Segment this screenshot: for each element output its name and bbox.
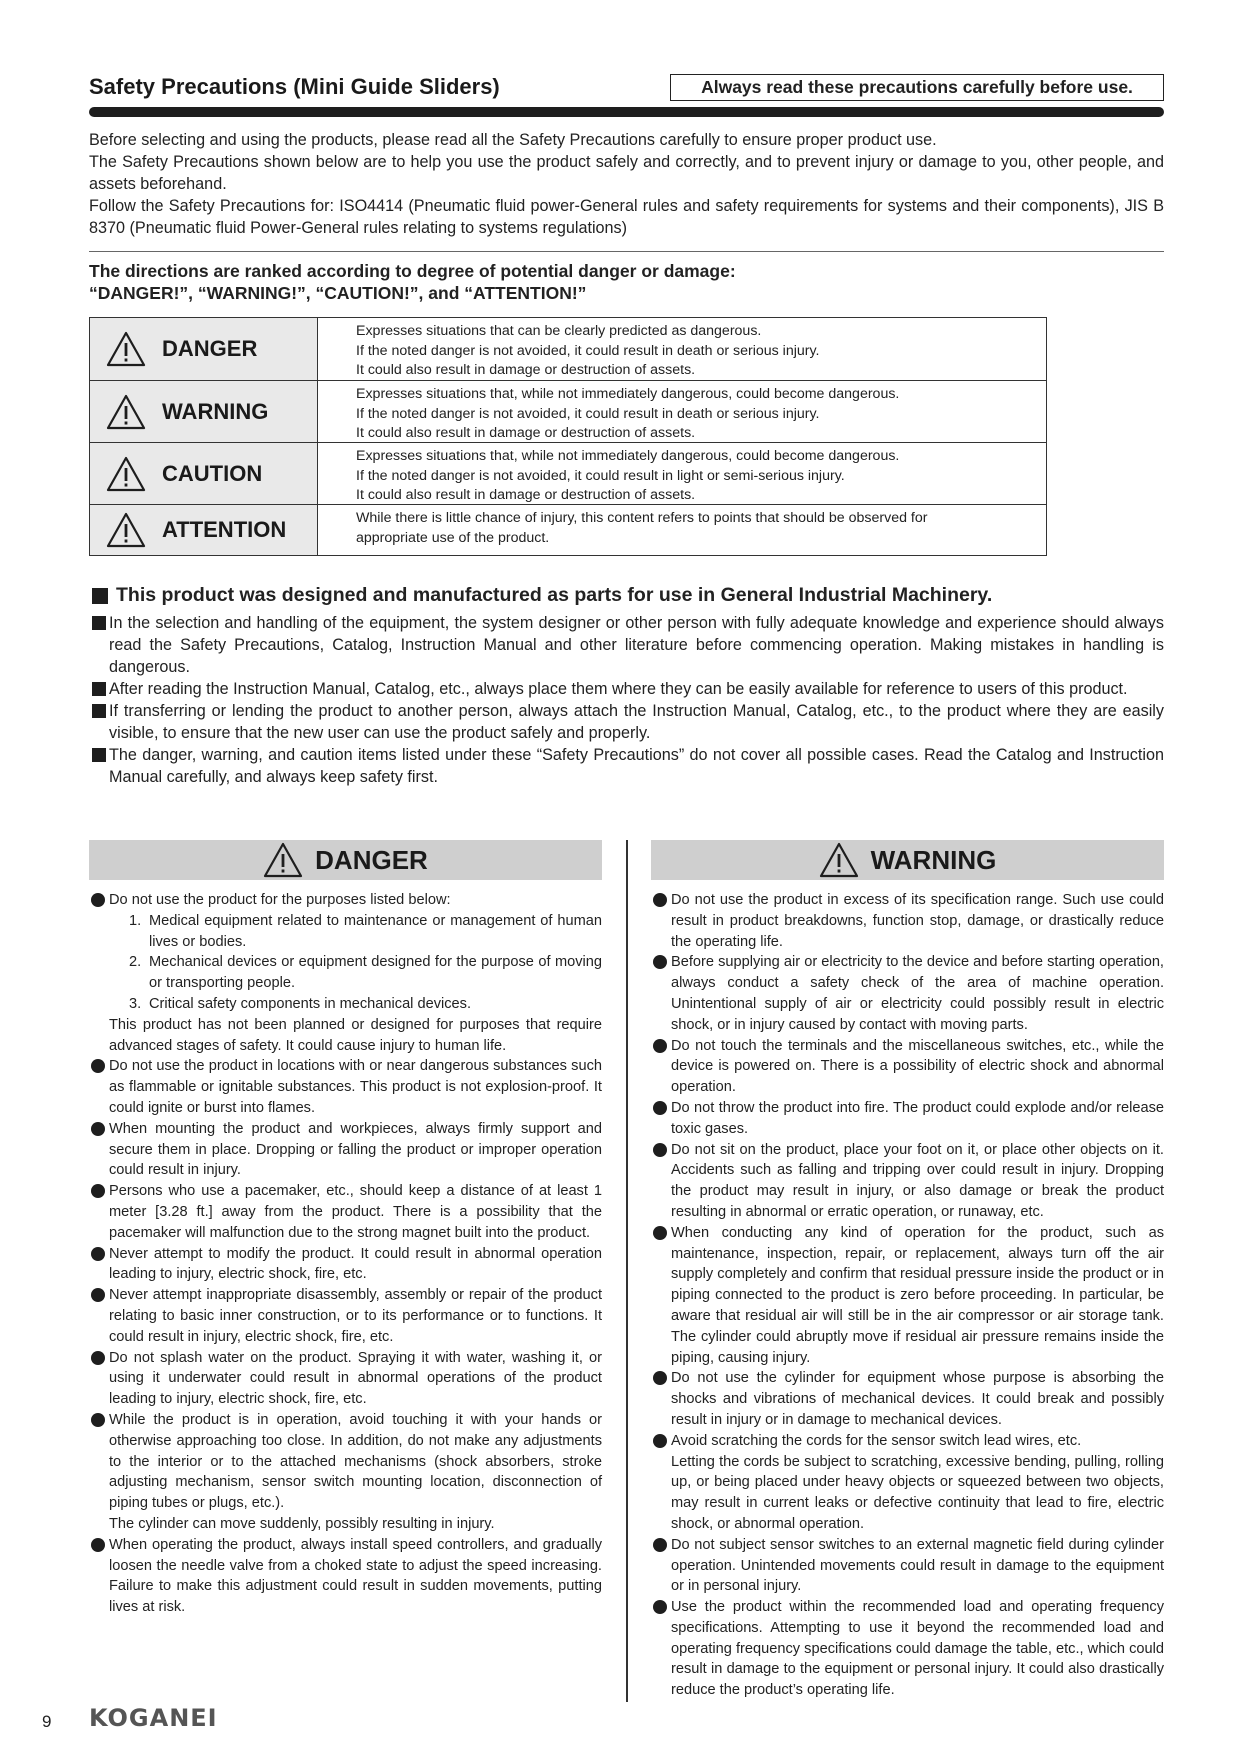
divider <box>89 251 1164 252</box>
intro-text <box>89 129 1164 239</box>
list-item-text: When mounting the product and workpieces, always firmly support and secure them in place. Dropping or falling the product or improper operation could result in injury. <box>109 1120 602 1179</box>
list-item <box>651 1431 1164 1535</box>
sub-item-number: 1. <box>129 912 142 929</box>
list-item <box>89 890 602 1056</box>
list-item-text: This product has not been planned or designed for purposes that require advanced stages of safety. It could cause injury to human life. <box>109 1016 602 1054</box>
list-item <box>651 1098 1164 1140</box>
warning-triangle-icon <box>106 394 146 430</box>
round-bullet-icon <box>653 1371 667 1385</box>
list-item-text: Do not use the product for the purposes listed below: <box>109 892 451 908</box>
list-item <box>651 1140 1164 1223</box>
ranking-label: WARNING <box>162 398 269 424</box>
list-item <box>651 1036 1164 1098</box>
list-item-text: Do not sit on the product, place your foot on it, or place other objects on it. Accidents such as falling and tripping over could result in injury. Dropping the product may result in injury, or also damage or break the product resulting in abnormal or erratic operation, or runaway, etc. <box>671 1141 1164 1220</box>
list-item-text: Never attempt to modify the product. It could result in abnormal operation leading to injury, electric shock, fire, etc. <box>109 1245 602 1283</box>
ranking-line: It could also result in damage or destruction of assets. <box>356 425 696 441</box>
list-item-text: In the selection and handling of the equipment, the system designer or other person with fully adequate knowledge and experience should always read the Safety Precautions, Catalog, Instruction Manual and other literature before commencing operation. Making mistakes in handling is dangerous. <box>109 614 1164 676</box>
ranking-description <box>318 381 1046 442</box>
list-item <box>92 700 1164 744</box>
sub-item-number: 3. <box>129 995 142 1012</box>
warning-triangle-icon <box>106 512 146 548</box>
read-notice-box: Always read these precautions carefully before use. <box>670 74 1164 101</box>
list-item <box>651 890 1164 952</box>
koganei-logo: KOGANEI <box>89 1704 218 1732</box>
square-bullet-icon <box>92 588 108 604</box>
round-bullet-icon <box>653 893 667 907</box>
list-item-text: The cylinder can move suddenly, possibly resulting in injury. <box>109 1515 495 1532</box>
list-item <box>651 1597 1164 1701</box>
sub-item <box>129 952 602 994</box>
general-title-text: This product was designed and manufactured as parts for use in General Industrial Machinery. <box>116 584 993 606</box>
sub-item <box>129 911 602 953</box>
ranking-heading <box>89 260 736 304</box>
warning-triangle-icon <box>106 331 146 367</box>
warning-list <box>651 890 1164 1701</box>
list-item-text: Use the product within the recommended load and operating frequency specifications. Attempting to use it beyond the recommended load and operating frequency specifications could damage the table, etc., which could result in damage to the equipment or personal injury. It could also drastically reduce the product’s operating life. <box>671 1599 1164 1699</box>
danger-list <box>89 890 602 1618</box>
round-bullet-icon <box>653 1101 667 1115</box>
list-item-text: Do not touch the terminals and the miscellaneous switches, etc., while the device is powered on. There is a possibility of electric shock and abnormal operation. <box>671 1037 1164 1096</box>
danger-header-label: DANGER <box>315 844 428 875</box>
ranking-row-attention <box>90 504 1046 555</box>
list-item <box>89 1285 602 1347</box>
ranking-label-cell <box>90 505 318 555</box>
list-item-text: Do not splash water on the product. Spraying it with water, washing it, or using it underwater could result in abnormal operations of the product leading to injury, electric shock, fire, etc. <box>109 1349 602 1408</box>
ranking-label: DANGER <box>162 336 258 361</box>
header-rule <box>89 107 1164 117</box>
list-item <box>89 1119 602 1181</box>
ranking-label: ATTENTION <box>162 517 287 542</box>
list-item <box>651 1368 1164 1430</box>
square-bullet-icon <box>92 682 106 696</box>
list-item <box>651 1223 1164 1369</box>
list-item-text: Do not use the product in excess of its specification range. Such use could result in product breakdowns, function stop, damage, or drastically reduce the operating life. <box>671 892 1164 950</box>
ranking-heading-line: The directions are ranked according to degree of potential danger or damage: <box>89 261 736 281</box>
square-bullet-icon <box>92 748 106 762</box>
list-item-text: When conducting any kind of operation for the product, such as maintenance, inspection, repair, or replacement, always turn off the air supply completely and confirm that residual pressure inside the product or in piping connected to the product is zero before proceeding. In particular, be aware that residual air will still be in the air compressor or air storage tank. The cylinder could abruptly move if residual air pressure remains inside the piping, causing injury. <box>671 1224 1164 1366</box>
ranking-label-cell <box>90 381 318 442</box>
list-item <box>89 1348 602 1410</box>
ranking-table <box>89 317 1047 556</box>
round-bullet-icon <box>653 955 667 969</box>
list-item <box>89 1056 602 1118</box>
round-bullet-icon <box>91 1538 105 1552</box>
list-item <box>89 1244 602 1286</box>
list-item-text: After reading the Instruction Manual, Catalog, etc., always place them where they can be easily available for reference to users of this product. <box>109 680 1128 698</box>
ranking-line: appropriate use of the product. <box>356 529 550 546</box>
list-item <box>92 744 1164 788</box>
list-item-text: While the product is in operation, avoid touching it with your hands or otherwise approaching too close. In addition, do not make any adjustments to the interior or to the attached mechanisms (shock absorbers, stroke adjusting mechanism, sensor switch mounting location, disconnection of piping tubes or plugs, etc.). <box>109 1411 602 1512</box>
list-item-text: Avoid scratching the cords for the sensor switch lead wires, etc. <box>671 1432 1082 1449</box>
sub-item-text: Mechanical devices or equipment designed for the purpose of moving or transporting people. <box>149 954 602 992</box>
list-item-text: The danger, warning, and caution items listed under these “Safety Precautions” do not cover all possible cases. Read the Catalog and Instruction Manual carefully, and always keep safety first. <box>109 746 1164 786</box>
sub-item-number: 2. <box>129 954 142 971</box>
round-bullet-icon <box>653 1600 667 1614</box>
intro-paragraph: Before selecting and using the products, please read all the Safety Precautions carefully to ensure proper product use. <box>89 131 937 149</box>
round-bullet-icon <box>91 1122 105 1136</box>
round-bullet-icon <box>653 1039 667 1053</box>
round-bullet-icon <box>653 1226 667 1240</box>
list-item-text: Persons who use a pacemaker, etc., should keep a distance of at least 1 meter [3.28 ft.] away from the product. There is a possibility that the pacemaker will malfunction due to the strong magnet built into the product. <box>109 1183 602 1241</box>
column-divider <box>626 840 628 1702</box>
danger-section-header <box>89 840 602 880</box>
list-item <box>651 952 1164 1035</box>
ranking-line: It could also result in damage or destruction of assets. <box>356 487 696 503</box>
warning-triangle-icon <box>819 842 859 878</box>
list-item <box>89 1535 602 1618</box>
list-item-text: Letting the cords be subject to scratching, excessive bending, pulling, rolling up, or being placed under heavy objects or squeezed between two objects, may result in current leaks or defective continuity that lead to fire, electric shock, or abnormal operation. <box>671 1453 1164 1532</box>
list-item-text: Before supplying air or electricity to the device and before starting operation, always conduct a safety check of the area of machine operation. Unintentional supply of air or electricity could possibly result in electric shock, or in injury caused by contact with moving parts. <box>671 954 1164 1033</box>
ranking-line: If the noted danger is not avoided, it could result in death or serious injury. <box>356 405 820 422</box>
list-item-text: Do not use the cylinder for equipment whose purpose is absorbing the shocks and vibrations of mechanical devices. It could break and possibly result in injury or in damage to mechanical devices. <box>671 1370 1164 1428</box>
ranking-line: Expresses situations that, while not immediately dangerous, could become dangerous. <box>356 448 900 464</box>
intro-paragraph: The Safety Precautions shown below are to help you use the product safely and correctly, and to prevent injury or damage to you, other people, and assets beforehand. <box>89 153 1164 193</box>
ranking-description <box>318 318 1046 380</box>
ranking-heading-line: “DANGER!”, “WARNING!”, “CAUTION!”, and “ATTENTION!” <box>89 283 587 303</box>
square-bullet-icon <box>92 616 106 630</box>
ranking-line: While there is little chance of injury, this content refers to points that should be observed for <box>356 510 928 526</box>
warning-header-label: WARNING <box>870 844 997 875</box>
ranking-line: It could also result in damage or destruction of assets. <box>356 362 696 378</box>
list-item-text: Never attempt inappropriate disassembly, assembly or repair of the product relating to basic inner construction, or to its performance or to functions. It could result in injury, electric shock, fire, etc. <box>109 1287 602 1345</box>
page-number: 9 <box>42 1712 52 1731</box>
ranking-row-caution <box>90 442 1046 504</box>
ranking-label: CAUTION <box>162 460 263 486</box>
list-item-text: Do not subject sensor switches to an external magnetic field during cylinder operation. Unintended movements could result in damage to the equipment or in personal injury. <box>671 1536 1164 1595</box>
round-bullet-icon <box>653 1143 667 1157</box>
ranking-label-cell <box>90 443 318 504</box>
list-item <box>92 612 1164 678</box>
warning-triangle-icon <box>106 456 146 492</box>
page-title: Safety Precautions (Mini Guide Sliders) <box>89 74 500 99</box>
list-item <box>92 678 1164 700</box>
ranking-row-danger <box>90 318 1046 380</box>
square-bullet-icon <box>92 704 106 718</box>
round-bullet-icon <box>91 893 105 907</box>
list-item <box>89 1181 602 1243</box>
general-section-title <box>92 584 992 607</box>
round-bullet-icon <box>91 1351 105 1365</box>
warning-section-header <box>651 840 1164 880</box>
sub-item <box>129 994 602 1015</box>
warning-triangle-icon <box>263 842 303 878</box>
list-item-text: If transferring or lending the product to another person, always attach the Instruction Manual, Catalog, etc., to the product where they are easily visible, to ensure that the new user can use the product safely and properly. <box>109 702 1164 742</box>
ranking-line: If the noted danger is not avoided, it could result in death or serious injury. <box>356 342 820 359</box>
list-item-text: Do not throw the product into fire. The product could explode and/or release toxic gases. <box>671 1099 1164 1137</box>
round-bullet-icon <box>653 1538 667 1552</box>
sub-item-text: Medical equipment related to maintenance or management of human lives or bodies. <box>149 912 602 950</box>
round-bullet-icon <box>91 1247 105 1261</box>
round-bullet-icon <box>91 1413 105 1427</box>
general-list <box>92 612 1164 788</box>
sub-item-text: Critical safety components in mechanical devices. <box>149 995 472 1012</box>
list-item <box>651 1535 1164 1597</box>
round-bullet-icon <box>91 1184 105 1198</box>
round-bullet-icon <box>653 1434 667 1448</box>
ranking-line: Expresses situations that can be clearly predicted as dangerous. <box>356 323 762 339</box>
ranking-row-warning <box>90 380 1046 442</box>
list-item-text: When operating the product, always install speed controllers, and gradually loosen the needle valve from a choked state to adjust the speed increasing. Failure to make this adjustment could result in sudden movements, putting lives at risk. <box>109 1536 602 1616</box>
ranking-description <box>318 505 1046 555</box>
ranking-line: If the noted danger is not avoided, it could result in light or semi-serious injury. <box>356 467 845 484</box>
list-item-text: Do not use the product in locations with or near dangerous substances such as flammable or ignitable substances. This product is not explosion-proof. It could ignite or burst into flames. <box>109 1058 602 1116</box>
ranking-label-cell <box>90 318 318 380</box>
ranking-line: Expresses situations that, while not immediately dangerous, could become dangerous. <box>356 386 900 402</box>
round-bullet-icon <box>91 1288 105 1302</box>
ranking-description <box>318 443 1046 504</box>
intro-paragraph: Follow the Safety Precautions for: ISO4414 (Pneumatic fluid power-General rules and safety requirements for systems and their components), JIS B 8370 (Pneumatic fluid Power-General rules relating to systems regulations) <box>89 197 1164 237</box>
list-item <box>89 1410 602 1535</box>
round-bullet-icon <box>91 1059 105 1073</box>
